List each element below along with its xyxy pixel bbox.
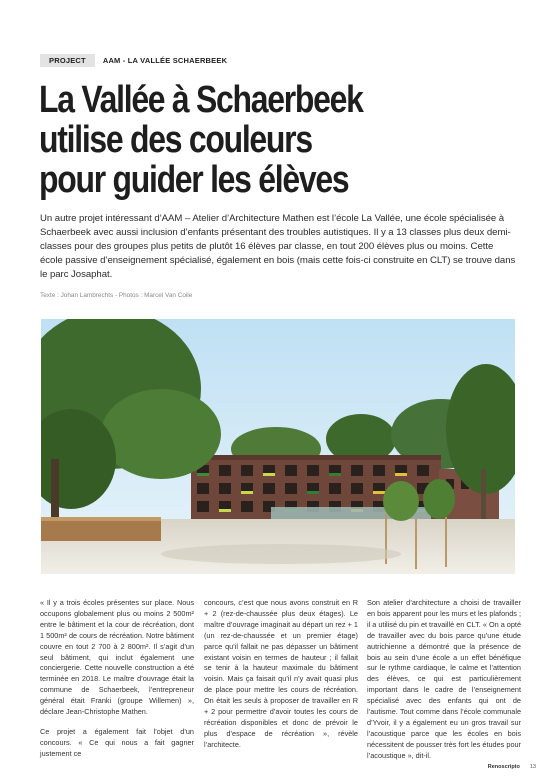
paragraph: concours, c’est que nous avons construit en R + 2 (rez-de-chaussée plus deux étages). Le maître d’ouvrage imaginait au départ un rez + 1 (un rez-de-chaussée et un premier étage) parce qu’il fallait ne pas dépasser un bâtiment existant voisin en termes de hauteur ; il fallait se tenir à la hauteur maximale du bâtiment voisin. Mais ça faisait qu’il n’y avait quasi plus de place pour mettre les cours de récréation. On était les seuls à proposer de travailler en R + 2 pour permettre d’avoir toutes les cours de récréation disponibles et donc de prévoir le plus d’espace de récréation », révèle l’architecte. (204, 598, 358, 749)
window (417, 465, 429, 476)
section-tag: PROJECT (40, 54, 95, 67)
window-color-accent (395, 473, 407, 476)
title-line-1: La Vallée à Schaerbeek (39, 79, 363, 121)
window (241, 501, 253, 512)
window (219, 465, 231, 476)
paragraph: Ce projet a également fait l’objet d’un concours. « Ce qui nous a fait gagner justement ce (40, 726, 194, 758)
window-color-accent (329, 473, 341, 476)
header-row (40, 53, 227, 67)
page-number: 13 (529, 764, 536, 770)
window-color-accent (373, 491, 385, 494)
window-color-accent (307, 491, 319, 494)
window (285, 465, 297, 476)
body-column-3 (367, 598, 521, 771)
window (197, 501, 209, 512)
paragraph: Son atelier d’architecture a choisi de travailler en bois apparent pour les murs et les plafonds ; il a utilisé du pin et travaillé en CLT. « On a opté de travailler avec du bois parce qu’une étude autrichienne a démontré que la présence de bois au sein d’une école a un effet bénéfique sur le rythme cardiaque, le calme et l’attention des élèves, ce qui est particulièrement important dans le cadre de l’enseignement spécialisé avec des enfants qui ont de l’autisme. Tout comme dans l’école communale d’Yvoir, il y a également eu un gros travail sur l’acoustique parce que les écoles en bois nécessitent de pousser très fort les études pour l’acoustique », dit-il. (367, 598, 521, 760)
window (307, 465, 319, 476)
window-color-accent (263, 473, 275, 476)
window (263, 483, 275, 494)
school-photo (41, 319, 515, 574)
window-color-accent (197, 473, 209, 476)
magazine-brand: Renoscripto (487, 764, 520, 770)
window (329, 483, 341, 494)
window (219, 483, 231, 494)
photo-credit: Texte : Johan Lambrechts - Photos : Marcel Van Coile (40, 292, 193, 299)
title-line-3: pour guider les élèves (39, 159, 349, 201)
article-kicker: AAM - LA VALLÉE SCHAERBEEK (102, 55, 228, 65)
school-building-illustration (41, 319, 515, 574)
article-title (39, 80, 442, 200)
window (241, 465, 253, 476)
window (285, 483, 297, 494)
window (351, 483, 363, 494)
window-color-accent (219, 509, 231, 512)
title-line-2: utilise des couleurs (39, 119, 312, 161)
window (197, 483, 209, 494)
article-intro: Un autre projet intéressant d’AAM – Atelier d’Architecture Mathen est l’école La Vallée, une école spécialisée à Schaerbeek avec aussi inclusion d’enfants présentant des troubles autistiques. Il y a 13 classes plus deux demi-classes pour des groupes plus petits de plutôt 16 élèves par classe, en tout 200 élèves plus ou moins. Cette école passive d’enseignement spécialisé, également en bois (mais cette fois-ci construite en CLT) se trouve dans le parc Josaphat. (40, 213, 516, 280)
body-column-2 (204, 598, 358, 760)
page-footer (488, 764, 536, 770)
window-color-accent (241, 491, 253, 494)
paragraph: « Il y a trois écoles présentes sur place. Nous occupons globalement plus ou moins 2 500m² entre le bâtiment et la cour de récréation, dont 1 500m² de cours de récréation. Notre bâtiment couvre en tout 2 700 à 2 800m². Il s’agit d’un seul bâtiment, qui inclut également une conciergerie. Cette nouvelle construction a été terminée en 2018. Le maître d’ouvrage était la commune de Schaerbeek, l’entrepreneur général était Franki (groupe Willemen) », déclare Jean-Christophe Mathen. (40, 598, 194, 717)
body-column-1 (40, 598, 194, 769)
window (373, 465, 385, 476)
window (351, 465, 363, 476)
